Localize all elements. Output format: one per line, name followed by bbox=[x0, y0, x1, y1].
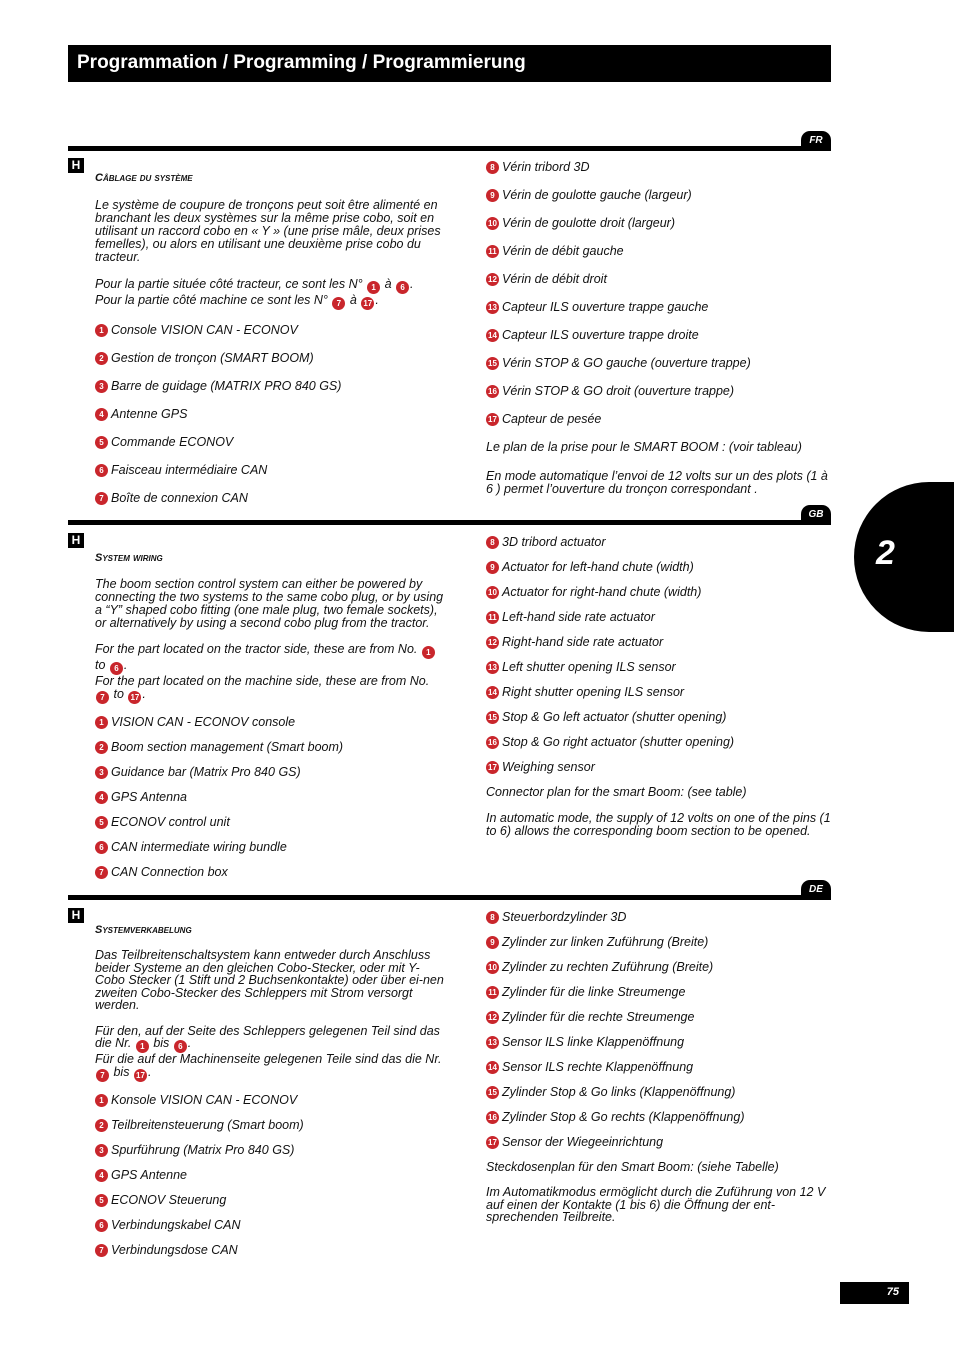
list-item bbox=[95, 1094, 445, 1107]
item-label: Gestion de tronçon (SMART BOOM) bbox=[111, 351, 314, 365]
number-badge: 7 bbox=[96, 1069, 109, 1082]
list-item bbox=[95, 324, 445, 337]
item-label: Zylinder Stop & Go links (Klappenöffnung) bbox=[502, 1085, 736, 1099]
item-label: Vérin de goulotte gauche (largeur) bbox=[502, 188, 692, 202]
item-label: Stop & Go left actuator (shutter opening) bbox=[502, 710, 727, 724]
list-item bbox=[486, 761, 831, 774]
number-badge: 15 bbox=[486, 1086, 499, 1099]
intro-paragraph: The boom section control system can either be powered by connecting the two systems to the same cobo plug, or by using a “Y” shaped cobo fitting (one male plug, two female sockets), or alternatively by using a second cobo plug from the tractor. bbox=[95, 577, 444, 630]
item-label: Zylinder Stop & Go rechts (Klappenöffnung) bbox=[502, 1110, 745, 1124]
list-item bbox=[95, 1169, 445, 1182]
range-end: . bbox=[410, 277, 414, 291]
intro-paragraph: Le système de coupure de tronçons peut soit être alimenté en branchant les deux systèmes sur la même prise cobo, soit en utilisant un raccord cobo en « Y » (une prise mâle, deux prises femelles), ou alors en utilisant une deuxième prise cobo du tracteur. bbox=[95, 198, 441, 264]
number-badge: 1 bbox=[95, 1094, 108, 1107]
number-badge: 17 bbox=[361, 297, 374, 310]
item-label: Capteur de pesée bbox=[502, 412, 602, 426]
list-item bbox=[95, 1219, 445, 1232]
range-end: . bbox=[187, 1036, 192, 1050]
range-mid: à bbox=[349, 293, 357, 307]
number-badge: 9 bbox=[486, 561, 499, 574]
number-badge: 6 bbox=[174, 1040, 187, 1053]
number-badge: 15 bbox=[486, 711, 499, 724]
number-badge: 12 bbox=[486, 273, 499, 286]
item-label: Faisceau intermédiaire CAN bbox=[111, 463, 268, 477]
number-badge: 5 bbox=[95, 436, 108, 449]
number-badge: 7 bbox=[95, 1244, 108, 1257]
list-item bbox=[486, 189, 831, 202]
range-mid: to bbox=[95, 658, 106, 672]
number-badge: 6 bbox=[95, 1219, 108, 1232]
list-item bbox=[95, 841, 445, 854]
note-paragraph: Steckdosenplan für den Smart Boom: (siehe Tabelle) bbox=[486, 1160, 779, 1174]
number-badge: 8 bbox=[486, 911, 499, 924]
list-item bbox=[95, 741, 445, 754]
item-label: GPS Antenna bbox=[111, 790, 187, 804]
note-paragraph: En mode automatique l’envoi de 12 volts sur un des plots (1 à 6 ) permet l’ouverture du tronçon correspondant . bbox=[486, 469, 828, 496]
number-badge: 17 bbox=[486, 761, 499, 774]
number-badge: 9 bbox=[486, 936, 499, 949]
list-item bbox=[486, 1136, 831, 1149]
number-badge: 4 bbox=[95, 791, 108, 804]
number-badge: 12 bbox=[486, 636, 499, 649]
number-badge: 3 bbox=[95, 1144, 108, 1157]
right-column bbox=[486, 161, 831, 510]
list-item bbox=[95, 408, 445, 421]
item-label: Console VISION CAN - ECONOV bbox=[111, 323, 298, 337]
left-column bbox=[95, 552, 445, 879]
number-badge: 14 bbox=[486, 686, 499, 699]
section-marker: H bbox=[68, 908, 84, 923]
number-badge: 11 bbox=[486, 245, 499, 258]
list-item bbox=[486, 611, 831, 624]
item-label: Zylinder zu rechten Zuführung (Breite) bbox=[502, 960, 714, 974]
list-item bbox=[486, 1086, 831, 1099]
number-badge: 12 bbox=[486, 1011, 499, 1024]
item-label: Vérin STOP & GO gauche (ouverture trappe) bbox=[502, 356, 751, 370]
range-mid: bis bbox=[113, 1064, 130, 1079]
number-badge: 17 bbox=[128, 691, 141, 704]
range-paragraph bbox=[95, 643, 445, 704]
list-item bbox=[486, 385, 831, 398]
number-badge: 16 bbox=[486, 736, 499, 749]
list-item bbox=[486, 273, 831, 286]
section-marker: H bbox=[68, 533, 84, 548]
item-label: Zylinder zur linken Zuführung (Breite) bbox=[502, 935, 709, 949]
page-number-box bbox=[840, 1282, 909, 1304]
number-badge: 1 bbox=[367, 281, 380, 294]
number-badge: 1 bbox=[95, 716, 108, 729]
list-item bbox=[486, 301, 831, 314]
item-label: 3D tribord actuator bbox=[502, 535, 606, 549]
item-label: Left-hand side rate actuator bbox=[502, 610, 655, 624]
list-item bbox=[486, 736, 831, 749]
item-label: Left shutter opening ILS sensor bbox=[502, 660, 676, 674]
subheading: Câblage du système bbox=[95, 172, 193, 184]
number-badge: 6 bbox=[95, 841, 108, 854]
list-item bbox=[486, 1061, 831, 1074]
item-label: Right shutter opening ILS sensor bbox=[502, 685, 685, 699]
item-label: Guidance bar (Matrix Pro 840 GS) bbox=[111, 765, 301, 779]
item-label: Konsole VISION CAN - ECONOV bbox=[111, 1092, 298, 1107]
number-badge: 17 bbox=[486, 1136, 499, 1149]
left-column bbox=[95, 924, 445, 1257]
number-badge: 7 bbox=[95, 492, 108, 505]
number-badge: 11 bbox=[486, 986, 499, 999]
number-badge: 6 bbox=[95, 464, 108, 477]
number-badge: 13 bbox=[486, 1036, 499, 1049]
list-item bbox=[95, 766, 445, 779]
number-badge: 4 bbox=[95, 1169, 108, 1182]
number-badge: 2 bbox=[95, 741, 108, 754]
list-item bbox=[95, 352, 445, 365]
item-label: Spurführung (Matrix Pro 840 GS) bbox=[111, 1142, 295, 1157]
section-rule bbox=[68, 895, 831, 900]
range-paragraph bbox=[95, 278, 445, 310]
item-label: CAN intermediate wiring bundle bbox=[111, 840, 287, 854]
list-item bbox=[95, 816, 445, 829]
list-item bbox=[486, 586, 831, 599]
range-end: . bbox=[142, 687, 146, 701]
lang-tab-fr: FR bbox=[801, 131, 831, 150]
list-item bbox=[486, 245, 831, 258]
list-item bbox=[95, 1244, 445, 1257]
subheading: System wiring bbox=[95, 552, 163, 564]
item-label: GPS Antenne bbox=[111, 1167, 187, 1182]
item-label: Sensor ILS rechte Klappenöffnung bbox=[502, 1060, 694, 1074]
page-number: 75 bbox=[886, 1286, 899, 1298]
list-item bbox=[486, 357, 831, 370]
page-title: Programmation / Programming / Programmierung bbox=[77, 52, 526, 73]
right-column bbox=[486, 536, 831, 852]
number-badge: 16 bbox=[486, 385, 499, 398]
number-badge: 7 bbox=[96, 691, 109, 704]
section-rule bbox=[68, 146, 831, 151]
section-marker: H bbox=[68, 158, 84, 173]
note-paragraph: Im Automatikmodus ermöglicht durch die Zuführung von 12 V auf einen der Kontakte (1 bis 6) die Öffnung der ent-sprechenden Teilbreite. bbox=[486, 1185, 826, 1224]
list-item bbox=[486, 413, 831, 426]
number-badge: 15 bbox=[486, 357, 499, 370]
number-badge: 13 bbox=[486, 661, 499, 674]
number-badge: 2 bbox=[95, 352, 108, 365]
list-item bbox=[95, 866, 445, 879]
list-item bbox=[486, 1111, 831, 1124]
list-item bbox=[486, 536, 831, 549]
list-item bbox=[486, 711, 831, 724]
range-text: Pour la partie côté machine ce sont les N° bbox=[95, 293, 328, 307]
item-label: Verbindungsdose CAN bbox=[111, 1242, 238, 1257]
number-badge: 7 bbox=[332, 297, 345, 310]
item-label: Vérin de goulotte droit (largeur) bbox=[502, 216, 676, 230]
lang-tab-de: DE bbox=[801, 880, 831, 899]
note-paragraph: In automatic mode, the supply of 12 volts on one of the pins (1 to 6) allows the corresponding boom section to be opened. bbox=[486, 811, 831, 838]
list-item bbox=[486, 936, 831, 949]
list-item bbox=[95, 1119, 445, 1132]
list-item bbox=[486, 161, 831, 174]
number-badge: 10 bbox=[486, 961, 499, 974]
number-badge: 3 bbox=[95, 380, 108, 393]
item-label: Weighing sensor bbox=[502, 760, 595, 774]
range-end: . bbox=[147, 1064, 152, 1079]
left-column bbox=[95, 172, 445, 505]
chapter-number: 2 bbox=[876, 534, 895, 572]
note-paragraph: Le plan de la prise pour le SMART BOOM : (voir tableau) bbox=[486, 440, 802, 454]
item-label: Zylinder für die linke Streumenge bbox=[502, 985, 686, 999]
item-label: Vérin de débit droit bbox=[502, 272, 607, 286]
number-badge: 16 bbox=[486, 1111, 499, 1124]
list-item bbox=[486, 961, 831, 974]
number-badge: 5 bbox=[95, 1194, 108, 1207]
number-badge: 1 bbox=[136, 1040, 149, 1053]
list-item bbox=[486, 1036, 831, 1049]
list-item bbox=[95, 1194, 445, 1207]
list-item bbox=[95, 716, 445, 729]
range-mid: to bbox=[113, 687, 124, 701]
intro-paragraph: Das Teilbreitenschaltsystem kann entweder durch Anschluss beider Systeme an den gleichen Cobo-Stecker, oder mit Y-Cobo Stecker (1 Stift und 2 Buchsenkontakte) oder über ei-nen zweiten Cobo-Stecker des Schleppers mit Strom versorgt werden. bbox=[95, 948, 444, 1012]
number-badge: 17 bbox=[134, 1069, 147, 1082]
number-badge: 6 bbox=[110, 662, 123, 675]
number-badge: 10 bbox=[486, 217, 499, 230]
range-text: Für den, auf der Seite des Schleppers gelegenen Teil sind das die Nr. bbox=[95, 1023, 440, 1050]
item-label: Teilbreitensteuerung (Smart boom) bbox=[111, 1117, 304, 1132]
number-badge: 10 bbox=[486, 586, 499, 599]
item-label: Antenne GPS bbox=[111, 407, 188, 421]
item-label: Sensor ILS linke Klappenöffnung bbox=[502, 1035, 685, 1049]
list-item bbox=[95, 791, 445, 804]
item-label: Actuator for left-hand chute (width) bbox=[502, 560, 694, 574]
range-mid: à bbox=[384, 277, 392, 291]
range-end: . bbox=[375, 293, 379, 307]
range-text: For the part located on the machine side, these are from No. bbox=[95, 674, 430, 688]
list-item bbox=[486, 636, 831, 649]
number-badge: 7 bbox=[95, 866, 108, 879]
number-badge: 8 bbox=[486, 536, 499, 549]
list-item bbox=[486, 686, 831, 699]
item-label: Right-hand side rate actuator bbox=[502, 635, 664, 649]
item-label: Vérin STOP & GO droit (ouverture trappe) bbox=[502, 384, 735, 398]
section-rule bbox=[68, 520, 831, 525]
list-item bbox=[486, 911, 831, 924]
item-label: Capteur ILS ouverture trappe droite bbox=[502, 328, 699, 342]
range-text: For the part located on the tractor side, these are from No. bbox=[95, 642, 418, 656]
list-item bbox=[95, 1144, 445, 1157]
item-label: Barre de guidage (MATRIX PRO 840 GS) bbox=[111, 379, 342, 393]
page-header bbox=[68, 45, 831, 82]
item-label: Vérin tribord 3D bbox=[502, 160, 590, 174]
note-paragraph: Connector plan for the smart Boom: (see table) bbox=[486, 785, 747, 799]
number-badge: 5 bbox=[95, 816, 108, 829]
item-label: Actuator for right-hand chute (width) bbox=[502, 585, 702, 599]
number-badge: 9 bbox=[486, 189, 499, 202]
number-badge: 1 bbox=[95, 324, 108, 337]
number-badge: 14 bbox=[486, 1061, 499, 1074]
chapter-tab bbox=[854, 482, 954, 632]
list-item bbox=[95, 464, 445, 477]
item-label: CAN Connection box bbox=[111, 865, 228, 879]
number-badge: 6 bbox=[396, 281, 409, 294]
item-label: ECONOV Steuerung bbox=[111, 1192, 227, 1207]
list-item bbox=[95, 492, 445, 505]
item-label: ECONOV control unit bbox=[111, 815, 230, 829]
list-item bbox=[486, 986, 831, 999]
item-label: VISION CAN - ECONOV console bbox=[111, 715, 296, 729]
list-item bbox=[486, 217, 831, 230]
right-column bbox=[486, 911, 831, 1238]
list-item bbox=[486, 329, 831, 342]
item-label: Sensor der Wiegeeinrichtung bbox=[502, 1135, 664, 1149]
number-badge: 2 bbox=[95, 1119, 108, 1132]
number-badge: 3 bbox=[95, 766, 108, 779]
number-badge: 11 bbox=[486, 611, 499, 624]
number-badge: 14 bbox=[486, 329, 499, 342]
subheading: Systemverkabelung bbox=[95, 924, 192, 936]
item-label: Verbindungskabel CAN bbox=[111, 1217, 241, 1232]
lang-tab-gb: GB bbox=[801, 505, 831, 524]
number-badge: 4 bbox=[95, 408, 108, 421]
item-label: Boîte de connexion CAN bbox=[111, 491, 248, 505]
item-label: Commande ECONOV bbox=[111, 435, 234, 449]
range-paragraph bbox=[95, 1025, 445, 1082]
number-badge: 1 bbox=[422, 646, 435, 659]
list-item bbox=[486, 661, 831, 674]
list-item bbox=[95, 380, 445, 393]
list-item bbox=[486, 1011, 831, 1024]
range-text: Pour la partie située côté tracteur, ce sont les N° bbox=[95, 277, 363, 291]
item-label: Steuerbordzylinder 3D bbox=[502, 910, 627, 924]
range-end: . bbox=[123, 658, 128, 672]
number-badge: 8 bbox=[486, 161, 499, 174]
item-label: Capteur ILS ouverture trappe gauche bbox=[502, 300, 709, 314]
item-label: Stop & Go right actuator (shutter opening) bbox=[502, 735, 735, 749]
range-text: Für die auf der Machinenseite gelegenen Teile sind das die Nr. bbox=[95, 1052, 442, 1066]
range-mid: bis bbox=[153, 1036, 170, 1050]
item-label: Zylinder für die rechte Streumenge bbox=[502, 1010, 695, 1024]
item-label: Boom section management (Smart boom) bbox=[111, 740, 344, 754]
item-label: Vérin de débit gauche bbox=[502, 244, 624, 258]
list-item bbox=[95, 436, 445, 449]
list-item bbox=[486, 561, 831, 574]
number-badge: 13 bbox=[486, 301, 499, 314]
number-badge: 17 bbox=[486, 413, 499, 426]
